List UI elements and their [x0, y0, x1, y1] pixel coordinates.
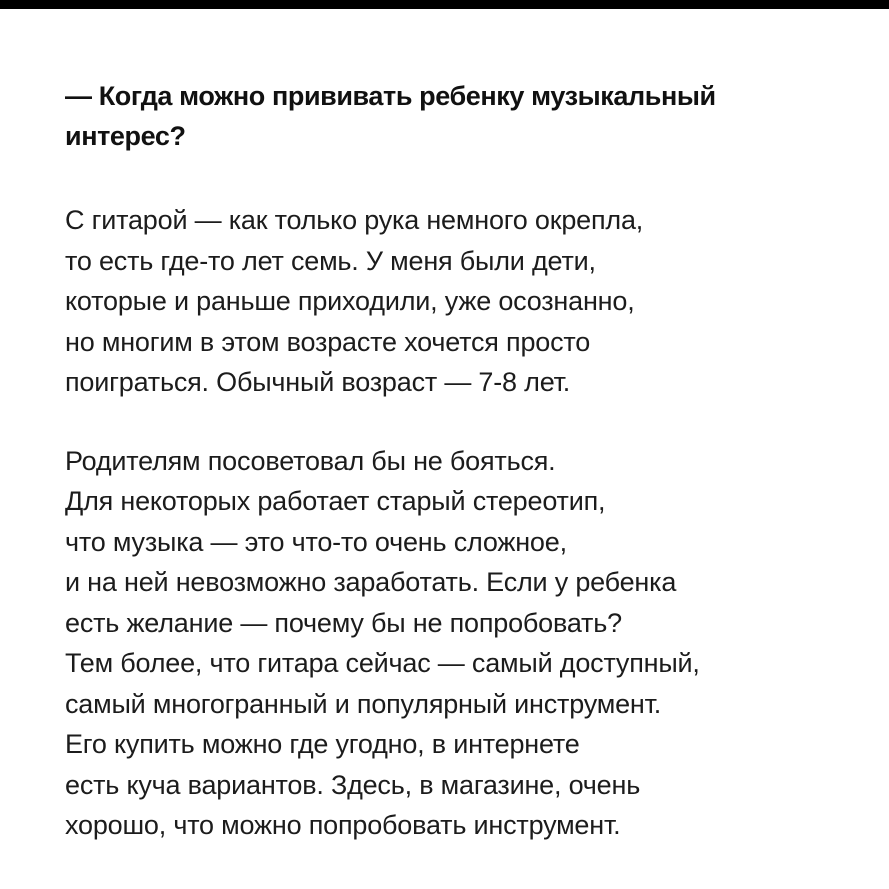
paragraph-line: то есть где-то лет семь. У меня были дети, — [65, 245, 596, 276]
paragraph-line: есть куча вариантов. Здесь, в магазине, очень — [65, 769, 641, 800]
answer-paragraph-1 — [65, 200, 865, 403]
paragraph-line: что музыка — это что-то очень сложное, — [65, 526, 567, 557]
top-border-bar — [0, 0, 889, 9]
paragraph-line: Его купить можно где угодно, в интернете — [65, 729, 580, 759]
paragraph-line: хорошо, что можно попробовать инструмент. — [65, 810, 621, 840]
question-heading — [65, 76, 865, 156]
paragraph-line: С гитарой — как только рука немного окрепла, — [65, 205, 644, 235]
paragraph-line: Родителям посоветовал бы не бояться. — [65, 445, 556, 476]
paragraph-line: Для некоторых работает старый стереотип, — [65, 486, 606, 516]
heading-line: — Когда можно прививать ребенку музыкальный — [65, 81, 716, 111]
answer-paragraph-2 — [65, 441, 865, 846]
paragraph-line: но многим в этом возрасте хочется просто — [65, 326, 591, 357]
paragraph-line: Тем более, что гитара сейчас — самый доступный, — [65, 648, 700, 678]
paragraph-line: есть желание — почему бы не попробовать? — [65, 607, 622, 638]
paragraph-line: и на ней невозможно заработать. Если у ребенка — [65, 567, 677, 597]
article-content — [65, 76, 865, 846]
paragraph-line: поиграться. Обычный возраст — 7-8 лет. — [65, 367, 571, 397]
paragraph-line: самый многогранный и популярный инструмент. — [65, 688, 662, 719]
heading-line: интерес? — [65, 121, 186, 151]
paragraph-line: которые и раньше приходили, уже осознанно, — [65, 286, 635, 316]
